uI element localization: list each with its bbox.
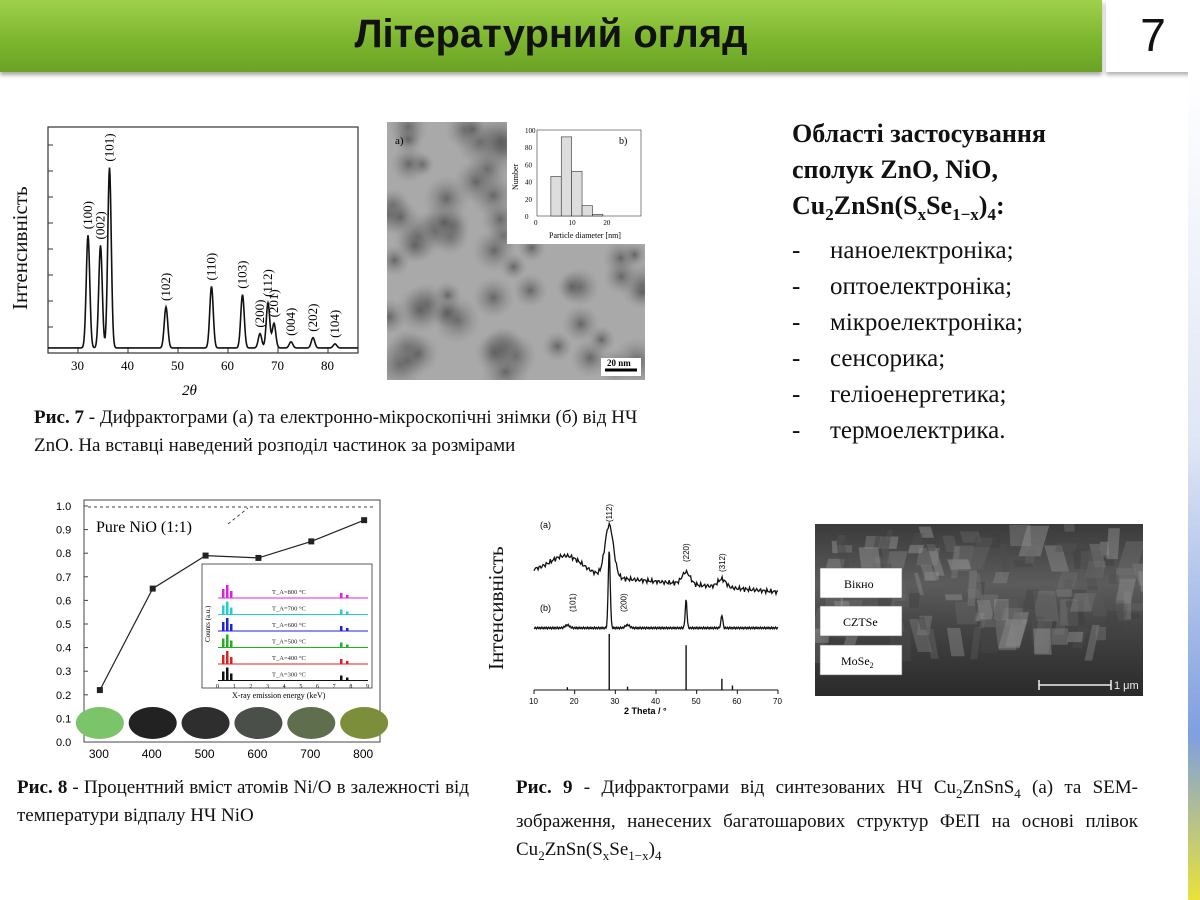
eds-peak <box>340 643 343 648</box>
peak-label: (112) <box>260 269 275 297</box>
tick-label: 0 <box>216 684 219 690</box>
particle <box>390 145 428 183</box>
tick-label: 30 <box>71 358 84 373</box>
tick-label: 2 <box>249 684 253 690</box>
particle <box>556 271 588 303</box>
grain <box>832 541 838 553</box>
layer-label: MoSe$_2$ <box>841 654 874 670</box>
tick-label: 0.6 <box>56 595 72 608</box>
eds-peak <box>226 668 229 681</box>
peak-label: (002) <box>92 211 108 240</box>
data-point <box>361 517 367 523</box>
list-item: - оптоелектроніка; <box>792 273 1013 301</box>
list-item: - термоелектрика. <box>792 417 1006 445</box>
eds-peak <box>226 618 229 631</box>
particle <box>475 333 515 373</box>
tick-label: 0.0 <box>56 737 72 749</box>
particle <box>454 160 499 205</box>
fig9-label-b: (b) <box>540 603 551 613</box>
applications-title-line1: Області застосування <box>792 119 1046 148</box>
layer-label: Вікно <box>844 577 874 591</box>
particle <box>604 259 639 294</box>
hist-bar <box>582 206 592 216</box>
hist-bar <box>592 214 602 216</box>
tick-label: 500 <box>194 747 215 761</box>
fig7-caption-text: - Дифрактограми (а) та електронно-мікроскопічні знімки (б) від НЧ ZnO. На вставці наведений розподіл частинок за розмірами <box>34 407 638 456</box>
grain <box>908 545 924 553</box>
powder-sample <box>76 707 124 739</box>
tick-label: 100 <box>525 127 536 135</box>
peak-label: (101) <box>568 593 578 612</box>
eds-peak <box>222 672 225 681</box>
fig9-xlabel: 2 Theta / ° <box>624 706 667 716</box>
hist-bar <box>551 176 561 216</box>
grain <box>927 541 936 551</box>
fig7-hist-ylabel: Number <box>511 163 520 190</box>
fig7-caption <box>34 404 674 460</box>
title-bar <box>0 0 1102 72</box>
tick-label: 0.9 <box>56 524 72 537</box>
fig7-tem-image <box>387 122 645 380</box>
particle <box>397 333 440 376</box>
fig9-ylabel: Інтенсивність <box>484 546 508 670</box>
hist-bar <box>561 137 571 216</box>
tick-label: 1 <box>232 684 236 690</box>
tick-label: 30 <box>610 697 620 706</box>
eds-peak <box>226 585 229 598</box>
grain <box>955 602 978 625</box>
fig9-xrd-chart <box>516 496 786 718</box>
powder-sample <box>340 707 388 739</box>
tick-label: 50 <box>691 697 701 706</box>
tick-label: 400 <box>141 747 162 761</box>
grain <box>980 619 998 652</box>
powder-sample <box>287 707 335 739</box>
applications-list <box>792 233 1112 449</box>
eds-peak <box>222 622 225 631</box>
eds-peak <box>340 610 343 615</box>
eds-peak <box>346 678 349 681</box>
fig8-chart <box>50 492 390 768</box>
grain <box>1067 632 1083 642</box>
peak-label: (104) <box>327 309 342 338</box>
tick-label: 6 <box>316 684 319 690</box>
fig7-caption-label: Рис. 7 <box>34 407 84 428</box>
fig7-xrd-chart <box>40 125 365 400</box>
tick-label: 80 <box>525 144 532 153</box>
peak-label: (103) <box>234 260 250 289</box>
particle <box>396 286 444 334</box>
grain <box>994 599 1009 620</box>
eds-peak <box>340 626 343 631</box>
tick-label: 0.2 <box>56 689 72 702</box>
fig7-panel-a-label: a) <box>395 135 404 147</box>
tick-label: 800 <box>353 747 374 761</box>
grain <box>1056 589 1073 596</box>
data-point <box>203 553 209 559</box>
peak-label: (201) <box>266 289 281 318</box>
particle <box>432 210 457 235</box>
tick-label: 70 <box>271 358 284 373</box>
hist-bar <box>572 171 582 216</box>
eds-peak <box>340 593 343 598</box>
tick-label: 10 <box>568 219 576 227</box>
tick-label: 0.8 <box>56 548 72 561</box>
peak-label: (102) <box>158 272 173 301</box>
particle <box>513 273 548 308</box>
eds-peak <box>346 645 349 648</box>
eds-series-label: T_A=800 °C <box>272 589 306 596</box>
grain <box>1055 543 1077 552</box>
eds-peak <box>230 591 233 598</box>
fig9-sem-image <box>815 524 1143 696</box>
list-item: - сенсорика; <box>792 345 946 373</box>
tick-label: 20 <box>569 697 579 706</box>
peak-label: (100) <box>80 201 95 230</box>
fig7-scale-bar: 20 nm <box>607 358 631 368</box>
tick-label: 600 <box>247 747 268 761</box>
eds-series-label: T_A=600 °C <box>272 622 306 629</box>
tick-label: 8 <box>349 684 353 690</box>
fig9-sem-scale: 1 μm <box>1114 680 1139 692</box>
fig7-xlabel: 2θ <box>182 383 197 399</box>
tick-label: 50 <box>171 358 184 373</box>
eds-series-label: T_A=300 °C <box>272 671 306 679</box>
peak-label: (220) <box>682 543 692 562</box>
applications-title <box>792 116 1112 233</box>
tick-label: 40 <box>121 358 134 373</box>
tick-label: 5 <box>299 684 303 690</box>
tick-label: 4 <box>282 684 286 690</box>
fig8-eds-inset <box>202 564 372 700</box>
data-point <box>150 586 156 592</box>
powder-sample <box>182 707 230 739</box>
data-point <box>255 555 261 561</box>
fig7-ylabel: Інтенсивність <box>8 186 32 310</box>
fig9-layer-labels <box>820 568 902 675</box>
eds-series-label: T_A=400 °C <box>272 655 306 662</box>
eds-peak <box>346 612 349 615</box>
eds-peak <box>226 602 229 615</box>
peak-label: (110) <box>203 252 219 281</box>
grain <box>1033 629 1051 655</box>
fig8-inset-ylabel: Counts (a.u.) <box>204 605 212 642</box>
list-item: - мікроелектроніка; <box>792 309 1024 337</box>
fig8-caption-text: - Процентний вміст атомів Ni/O в залежності від температури відпалу НЧ NiO <box>17 777 469 826</box>
tick-label: 70 <box>773 697 782 706</box>
tick-label: 20 <box>603 219 611 227</box>
tick-label: 0.5 <box>56 619 72 631</box>
grain <box>1064 524 1075 531</box>
eds-peak <box>226 651 229 664</box>
tick-label: 80 <box>321 358 334 373</box>
page-number: 7 <box>1140 9 1166 61</box>
powder-sample <box>129 707 177 739</box>
eds-peak <box>230 657 233 664</box>
tick-label: 0 <box>534 219 538 227</box>
fig8-inset-xlabel: X-ray emission energy (keV) <box>232 691 326 700</box>
eds-peak <box>230 624 233 631</box>
fig8-legend: Pure NiO (1:1) <box>96 519 192 536</box>
fig7-histogram-inset <box>507 122 645 244</box>
tick-label: 0.7 <box>56 571 72 584</box>
peak-label: (004) <box>283 307 298 336</box>
list-item: - геліоенергетика; <box>792 381 1007 409</box>
eds-peak <box>230 674 233 681</box>
tick-label: 60 <box>525 161 532 170</box>
tick-label: 7 <box>332 684 336 690</box>
tick-label: 0 <box>525 213 529 221</box>
eds-peak <box>230 641 233 648</box>
peak-label: (312) <box>717 553 727 572</box>
eds-peak <box>346 661 349 664</box>
peak-label: (112) <box>605 503 615 522</box>
tick-label: 300 <box>88 747 109 761</box>
page-number-box <box>1106 0 1200 72</box>
layer-label: CZTSe <box>843 615 878 629</box>
fig9-caption-text: - Дифрактограми від синтезованих НЧ <box>572 777 934 798</box>
fig9-caption: Рис. 9 - Дифрактограми від синтезованих НЧ $Cu_2ZnSnS_4$ (а) та SEM-зображення, нанесених багатошарових структур ФЕП на основі плівок $Cu_2ZnSn(S_xSe_{1-x})_4$ <box>516 777 1138 863</box>
applications-block <box>792 116 1112 449</box>
list-item: - наноелектроніка; <box>792 237 1014 265</box>
eds-peak <box>222 655 225 664</box>
tick-label: 40 <box>525 178 532 187</box>
grain <box>1095 627 1106 640</box>
grain <box>908 593 920 607</box>
tick-label: 1.0 <box>56 501 72 513</box>
eds-series-label: T_A=500 °C <box>272 638 306 646</box>
tick-label: 0.3 <box>56 666 72 679</box>
eds-peak <box>340 676 343 681</box>
peak-label: (101) <box>101 133 117 162</box>
powder-sample <box>234 707 282 739</box>
eds-peak <box>222 589 225 598</box>
eds-peak <box>226 635 229 648</box>
eds-peak <box>222 639 225 648</box>
eds-series-label: T_A=700 °C <box>272 605 306 613</box>
fig8-caption <box>17 774 469 830</box>
grain <box>1106 528 1120 559</box>
tick-label: 0.1 <box>56 713 72 726</box>
peak-label: (200) <box>252 299 267 328</box>
eds-peak <box>222 606 225 615</box>
data-point <box>308 538 314 544</box>
tick-label: 0.4 <box>56 642 72 655</box>
decorative-side-bar <box>1188 72 1200 900</box>
eds-peak <box>340 659 343 664</box>
data-point <box>97 687 103 693</box>
tick-label: 60 <box>221 358 234 373</box>
grain <box>1080 551 1103 587</box>
fig7-panel-b-label: b) <box>619 136 628 147</box>
applications-title-line2: сполук ZnO, NiO, <box>792 155 998 184</box>
tick-label: 9 <box>366 684 369 690</box>
applications-title-formula: $Cu_2ZnSn(S_xSe_{1-x})_4$: <box>792 191 1005 225</box>
grain <box>973 537 998 547</box>
peak-label: (200) <box>619 593 629 612</box>
tick-label: 700 <box>300 747 321 761</box>
tick-label: 60 <box>732 697 742 706</box>
fig9-label-a: (a) <box>540 520 551 530</box>
eds-peak <box>346 628 349 631</box>
eds-peak <box>230 608 233 615</box>
particle <box>562 305 600 343</box>
slide-title: Літературний огляд <box>354 12 748 56</box>
eds-peak <box>346 595 349 598</box>
grain <box>1051 628 1068 644</box>
fig8-caption-label: Рис. 8 <box>17 777 68 798</box>
peak-label: (202) <box>305 303 320 332</box>
fig7-hist-xlabel: Particle diameter [nm] <box>549 231 621 240</box>
tick-label: 3 <box>266 684 269 690</box>
grain <box>947 559 971 569</box>
fig9-caption-label: Рис. 9 <box>516 777 573 798</box>
tick-label: 20 <box>525 195 532 204</box>
tick-label: 10 <box>529 697 538 706</box>
tick-label: 40 <box>651 697 660 706</box>
